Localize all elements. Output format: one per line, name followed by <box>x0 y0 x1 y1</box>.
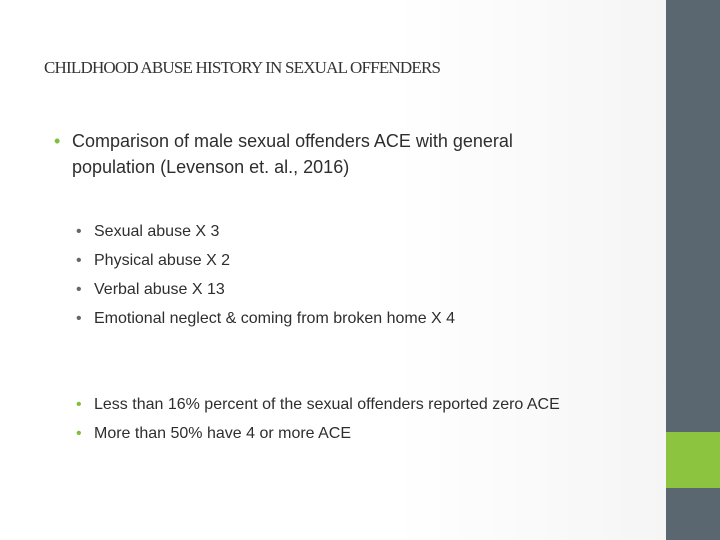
sub-bullet <box>76 307 455 330</box>
sub-bullet-marker: • <box>76 223 82 240</box>
sub-bullet-marker: • <box>76 310 82 327</box>
main-bullet-marker: • <box>54 131 61 151</box>
sub-bullet-marker: • <box>76 252 82 269</box>
finding-bullet-text: Less than 16% percent of the sexual offenders reported zero ACE <box>94 396 560 413</box>
finding-bullet-text: More than 50% have 4 or more ACE <box>94 425 352 442</box>
sub-bullet-text: Verbal abuse X 13 <box>94 281 225 298</box>
sub-bullet-text: Sexual abuse X 3 <box>94 223 220 240</box>
side-accent <box>666 432 720 488</box>
slide-title: CHILDHOOD ABUSE HISTORY IN SEXUAL OFFENDERS <box>44 58 441 77</box>
sub-bullet <box>76 278 225 301</box>
sub-bullet-marker: • <box>76 281 82 298</box>
sub-bullet-text: Emotional neglect & coming from broken home X 4 <box>94 310 456 327</box>
main-bullet <box>54 128 513 180</box>
sub-bullet <box>76 249 230 272</box>
finding-bullet <box>76 422 351 445</box>
finding-bullet <box>76 393 560 416</box>
finding-bullet-marker: • <box>76 396 82 413</box>
main-bullet-line2: population (Levenson et. al., 2016) <box>72 157 350 177</box>
sub-bullet <box>76 220 219 243</box>
main-bullet-line1: Comparison of male sexual offenders ACE with general <box>72 131 513 151</box>
main-bullet-text <box>72 128 513 180</box>
finding-bullet-marker: • <box>76 425 82 442</box>
sub-bullet-text: Physical abuse X 2 <box>94 252 231 269</box>
